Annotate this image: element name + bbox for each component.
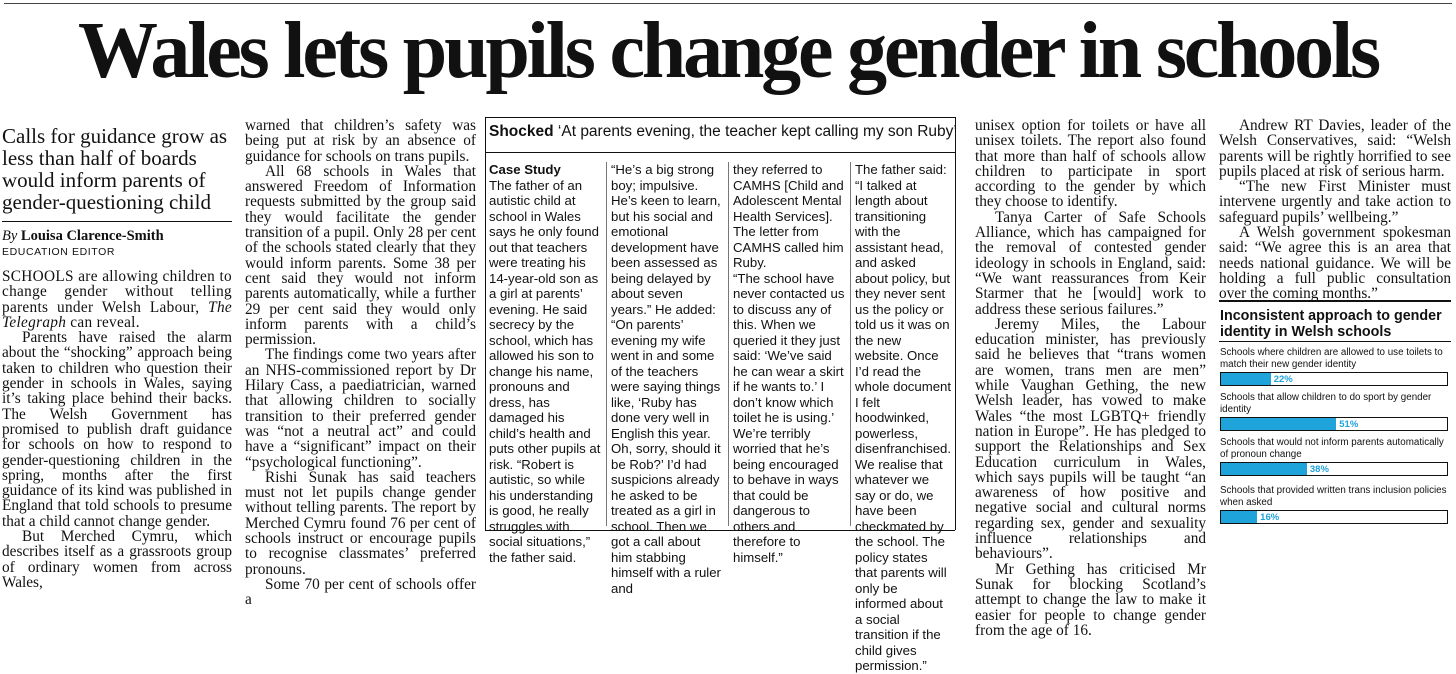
paragraph: The father said: “I talked at length about transitioning with the assistant head, and asked about policy, but they never sent us the policy or told us it was on the new website. Once I’d read the whole document I felt hoodwinked, powerless, disenfranchised. We realise that whatever we say or do, we have been checkmated by the school. The policy states that parents will only be informed about a social transition if the child gives permission.” xyxy=(855,162,952,673)
column-6 xyxy=(1219,117,1451,303)
chart-bar-track xyxy=(1220,417,1448,431)
box-left-rule xyxy=(485,117,486,530)
paragraph: Andrew RT Davies, leader of the Welsh Conservatives, said: “Welsh parents will be rightly horrified to see pupils placed at risk of serious harm. xyxy=(1219,117,1451,180)
byline-role: EDUCATION EDITOR xyxy=(2,246,116,258)
box-headline-rule xyxy=(485,152,955,153)
paragraph: they referred to CAMHS [Child and Adolescent Mental Health Services]. The letter from CAMHS called him Ruby. xyxy=(733,162,844,270)
chart-bar xyxy=(1221,373,1271,385)
chart-bar xyxy=(1221,511,1257,523)
chart-title-rule xyxy=(1219,341,1451,342)
chart-bar-track xyxy=(1220,510,1448,524)
paragraph: Tanya Carter of Safe Schools Alliance, which has campaigned for the removal of contested gender ideology in schools in England, said: “We want reassurances from Keir Starmer that he [would] work to address these serious failures.” xyxy=(975,208,1206,318)
column-5 xyxy=(975,117,1206,639)
chart-bar xyxy=(1221,418,1336,430)
publication-name: The Telegraph xyxy=(2,298,232,331)
box-top-rule xyxy=(485,117,955,118)
paragraph: “The school have never contacted us to discuss any of this. When we queried it they just said: ‘We’ve said he can wear a skirt if he wants to.’ I don’t know which toilet he is using.’ We’re terribly worried that he’s being encouraged to behave in ways that could be dangerous to others and therefore to himself.” xyxy=(733,270,845,565)
paragraph: But Merched Cymru, which describes itself as a grassroots group of ordinary women from across Wales, xyxy=(2,528,232,591)
byline xyxy=(2,228,232,245)
headline: Wales lets pupils change gender in schools xyxy=(78,7,1378,95)
paragraph-text: SCHOOLS are allowing children to change gender without telling parents under Welsh Labour, xyxy=(2,268,232,316)
box-column-divider xyxy=(850,162,851,526)
box-column-1 xyxy=(489,162,603,565)
box-column-4 xyxy=(855,162,952,673)
column-2 xyxy=(245,117,476,609)
box-title: ‘At parents evening, the teacher kept calling my son Ruby’ xyxy=(557,123,957,140)
top-rule xyxy=(4,3,1452,4)
box-headline xyxy=(489,122,955,142)
byline-prefix: By xyxy=(2,228,18,244)
paragraph: Mr Gething has criticised Mr Sunak for blocking Scotland’s attempt to change the law to make it easier for people to change gender from the age of 16. xyxy=(975,560,1206,639)
paragraph: “He’s a big strong boy; impulsive. He’s keen to learn, but his social and emotional development have been assessed as being delayed by about seven years.” He added: “On parents’ evening my wife went in and some of the teachers were saying things like, ‘Ruby has done very well in English this year. Oh, sorry, should it be Rob?’ I’d had suspicions already he asked to be treated as a girl in school. Then we got a call about him stabbing himself with a ruler and xyxy=(611,162,721,596)
box-bottom-rule xyxy=(485,530,955,531)
chart-category-label: Schools that provided written trans inclusion policies when asked xyxy=(1220,485,1447,508)
chart-value-label: 38% xyxy=(1309,464,1329,475)
box-column-2 xyxy=(611,162,725,596)
chart-value-label: 22% xyxy=(1273,374,1293,385)
chart-bar-track xyxy=(1220,462,1448,476)
paragraph: The findings come two years after an NHS-commissioned report by Dr Hilary Cass, a paediatrician, warned that allowing children to socially transition to their preferred gender was “not a neutral act” and could have a “significant” impact on their “psychological functioning”. xyxy=(245,346,476,471)
box-column-3 xyxy=(733,162,847,565)
paragraph: Jeremy Miles, the Labour education minister, has previously said he believes that “trans women are women, trans men are men” while Vaughan Gething, the new Welsh leader, has vowed to make Wales “the most LGBTQ+ friendly nation in Europe”. He has pledged to support the Relationships and Sex Education curriculum in Wales, which says pupils will be taught “an awareness of how positive and negative social and cultural norms regarding sex, gender and sexuality influence relationships and behaviours”. xyxy=(975,315,1206,563)
chart-title: Inconsistent approach to gender identity in Welsh schools xyxy=(1220,308,1442,340)
chart-bar xyxy=(1221,463,1307,475)
paragraph: A Welsh government spokesman said: “We agree this is an area that needs national guidance. We will be holding a full public consultation over the coming months.” xyxy=(1219,224,1451,303)
chart-category-label: Schools that allow children to do sport by gender identity xyxy=(1220,392,1432,415)
chart-value-label: 51% xyxy=(1339,419,1359,430)
chart-category-label: Schools where children are allowed to use toilets to match their new gender identity xyxy=(1220,347,1443,370)
paragraph: unisex option for toilets or have all unisex toilets. The report also found that more than half of schools allow children to participate in sport according to the gender by which they choose to identify. xyxy=(975,117,1206,211)
paragraph: Parents have raised the alarm about the “shocking” approach being taken to children who question their gender in schools in Wales, saying it’s taking place behind their backs. The Welsh Government has promised to publish draft guidance for schools on how to respond to gender-questioning children in the spring, months after the first guidance of its kind was published in England that told schools to presume that a child cannot change gender. xyxy=(2,329,232,530)
byline-name: Louisa Clarence-Smith xyxy=(20,228,164,244)
paragraph: warned that children’s safety was being put at risk by an absence of guidance for schools on trans pupils. xyxy=(245,117,476,165)
chart-category-label: Schools that would not inform parents automatically of pronoun change xyxy=(1220,437,1444,460)
paragraph-text: can reveal. xyxy=(66,313,140,331)
box-kicker: Shocked xyxy=(489,123,554,140)
chart-bar-track xyxy=(1220,372,1448,386)
paragraph: All 68 schools in Wales that answered Freedom of Information requests submitted by the group said they would facilitate the gender transition of a pupil. Only 28 per cent of the schools stated clearly that they would inform parents. Some 38 per cent said they would not inform parents automatically, while a further 29 per cent said they would only inform parents with a child’s permission. xyxy=(245,162,476,349)
paragraph: Rishi Sunak has said teachers must not let pupils change gender without telling parents. The report by Merched Cymru found 76 per cent of schools instruct or encourage pupils to recognise classmates’ preferred pronouns. xyxy=(245,468,476,578)
chart-top-rule xyxy=(1219,300,1451,302)
column-1 xyxy=(2,124,232,591)
chart-value-label: 16% xyxy=(1260,512,1280,523)
paragraph: Some 70 per cent of schools offer a xyxy=(245,575,476,609)
paragraph: “The new First Minister must intervene urgently and take action to safeguard pupils’ wellbeing.” xyxy=(1219,178,1451,226)
box-column-divider xyxy=(728,162,729,526)
box-right-rule xyxy=(955,117,956,530)
case-study-label: Case Study xyxy=(489,162,561,177)
standfirst: Calls for guidance grow as less than half of boards would inform parents of gender-questioning child xyxy=(2,125,232,222)
paragraph xyxy=(2,269,232,330)
box-column-divider xyxy=(606,162,607,526)
paragraph: The father of an autistic child at school in Wales says he only found out that teachers were treating his 14-year-old son as a girl at parents’ evening. He said secrecy by the school, which has allowed his son to change his name, pronouns and dress, has damaged his child’s health and puts other pupils at risk. “Robert is autistic, so while his understanding is good, he really struggles with social situations,” the father said. xyxy=(489,177,601,565)
